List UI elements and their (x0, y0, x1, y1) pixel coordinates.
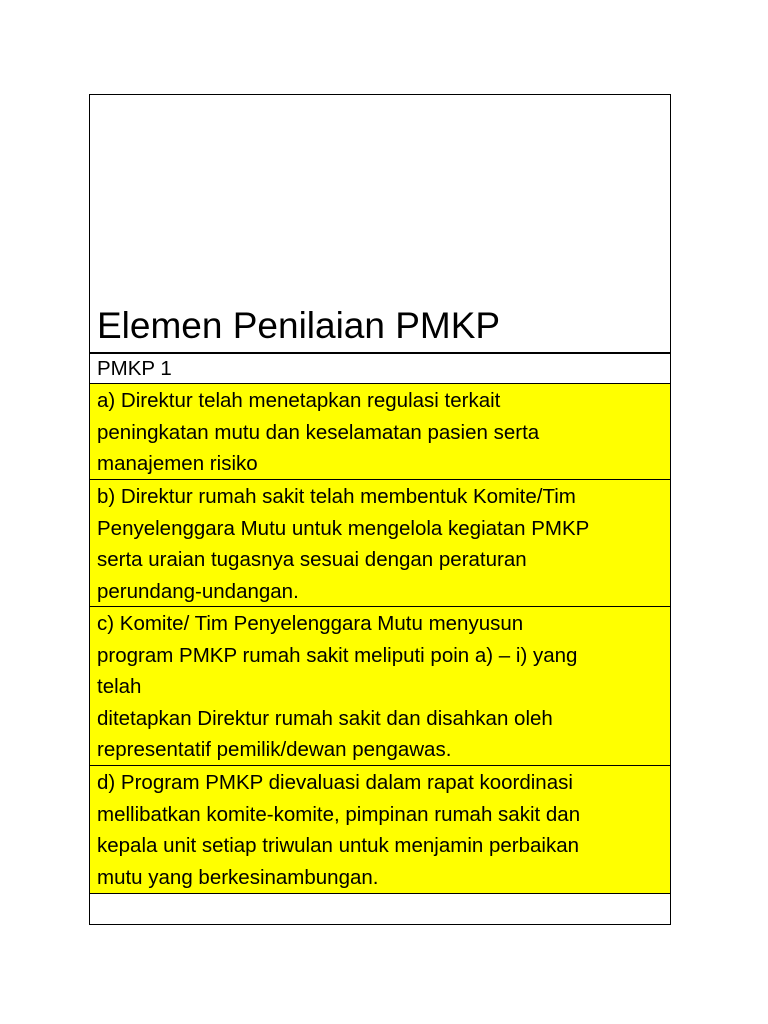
item-c-line-2: program PMKP rumah sakit meliputi poin a) – i) yang (97, 643, 578, 667)
item-b-line-1: b) Direktur rumah sakit telah membentuk Komite/Tim (97, 485, 576, 508)
item-a-line-3: manajemen risiko (97, 452, 258, 475)
item-d-line-2: mellibatkan komite-komite, pimpinan rumah sakit dan (97, 802, 581, 826)
section-label-cell (90, 354, 670, 384)
item-d-line-3: kepala unit setiap triwulan untuk menjamin perbaikan (97, 834, 580, 857)
item-c-line-3: telah (97, 675, 142, 698)
empty-row (90, 894, 670, 924)
table-row-item-d (90, 766, 670, 894)
item-c-line-1: c) Komite/ Tim Penyelenggara Mutu menyusun (97, 612, 524, 635)
item-b-line-2: Penyelenggara Mutu untuk mengelola kegiatan PMKP (97, 516, 590, 540)
table-row-item-b (90, 480, 670, 607)
assessment-table (89, 94, 671, 925)
item-a-line-2: peningkatan mutu dan keselamatan pasien serta (97, 420, 540, 444)
item-b-line-3: serta uraian tugasnya sesuai dengan peraturan (97, 548, 527, 571)
item-b-line-4: perundang-undangan. (97, 579, 299, 603)
item-a-line-1: a) Direktur telah menetapkan regulasi terkait (97, 389, 501, 412)
table-row-item-c (90, 607, 670, 766)
item-d-line-1: d) Program PMKP dievaluasi dalam rapat koordinasi (97, 771, 573, 794)
item-c-line-5: representatif pemilik/dewan pengawas. (97, 738, 452, 761)
item-c-line-4: ditetapkan Direktur rumah sakit dan disahkan oleh (97, 706, 553, 730)
title-cell (90, 95, 670, 354)
table-row-item-a (90, 384, 670, 480)
page-title: Elemen Penilaian PMKP (97, 305, 501, 346)
section-label: PMKP 1 (97, 357, 172, 380)
item-d-line-4: mutu yang berkesinambungan. (97, 865, 379, 889)
